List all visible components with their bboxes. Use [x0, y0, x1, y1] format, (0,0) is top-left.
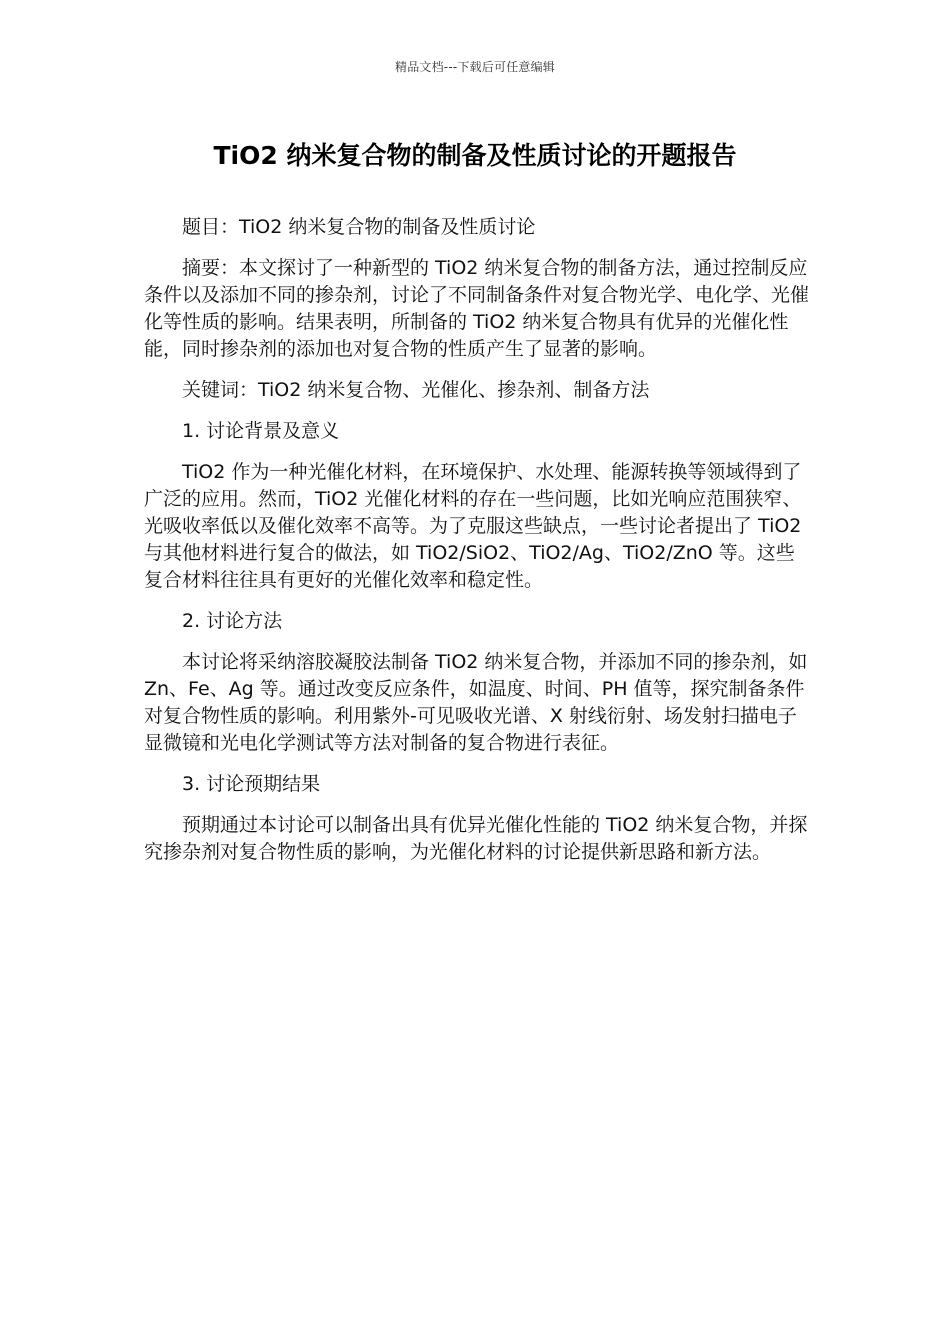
- subject-line: 题目：TiO2 纳米复合物的制备及性质讨论: [182, 216, 536, 238]
- section-body-expected-results: 预期通过本讨论可以制备出具有优异光催化性能的 TiO2 纳米复合物，并探究掺杂剂对复合物性质的影响，为光催化材料的讨论提供新思路和新方法。: [144, 814, 808, 863]
- page-header: 精品文档---下载后可任意编辑: [395, 60, 555, 74]
- document-body: [144, 214, 810, 880]
- section-body-method: 本讨论将采纳溶胶凝胶法制备 TiO2 纳米复合物，并添加不同的掺杂剂，如 Zn、Fe、Ag 等。通过改变反应条件，如温度、时间、PH 值等，探究制备条件对复合物性质的影响。利用紫外-可见吸收光谱、X 射线衍射、场发射扫描电子显微镜和光电化学测试等方法对制备的复合物进行表征。: [144, 651, 808, 754]
- section-heading-expected-results: 3. 讨论预期结果: [182, 773, 321, 795]
- abstract-paragraph: 摘要：本文探讨了一种新型的 TiO2 纳米复合物的制备方法，通过控制反应条件以及添加不同的掺杂剂，讨论了不同制备条件对复合物光学、电化学、光催化等性质的影响。结果表明，所制备的 TiO2 纳米复合物具有优异的光催化性能，同时掺杂剂的添加也对复合物的性质产生了显著的影响。: [144, 257, 810, 360]
- section-heading-method: 2. 讨论方法: [182, 610, 283, 632]
- section-body-background: TiO2 作为一种光催化材料，在环境保护、水处理、能源转换等领域得到了广泛的应用。然而，TiO2 光催化材料的存在一些问题，比如光响应范围狭窄、光吸收率低以及催化效率不高等。为了克服这些缺点，一些讨论者提出了 TiO2 与其他材料进行复合的做法，如 TiO2/SiO2、TiO2/Ag、TiO2/ZnO 等。这些复合材料往往具有更好的光催化效率和稳定性。: [144, 461, 802, 591]
- document-title: TiO2 纳米复合物的制备及性质讨论的开题报告: [213, 141, 737, 170]
- keywords-line: 关键词：TiO2 纳米复合物、光催化、掺杂剂、制备方法: [182, 379, 650, 401]
- section-heading-background: 1. 讨论背景及意义: [182, 420, 340, 442]
